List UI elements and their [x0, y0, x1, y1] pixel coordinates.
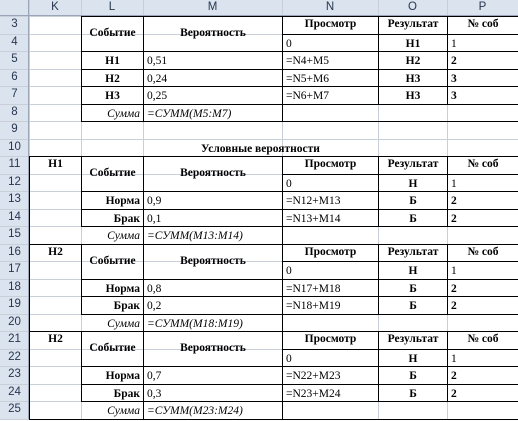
cell-l8[interactable]: Сумма	[107, 107, 140, 120]
cell-m5[interactable]: 0,51	[147, 55, 168, 67]
row-header-24[interactable]: 24	[0, 384, 29, 402]
table-3-bottom	[81, 121, 518, 122]
cell-k11[interactable]: Н1	[48, 158, 63, 170]
cell-n22[interactable]: 0	[286, 352, 292, 365]
cell-m18[interactable]: 0,8	[147, 282, 162, 295]
cell-l3[interactable]: Событие	[89, 27, 136, 40]
column-header-l[interactable]: L	[81, 0, 143, 16]
cell-n4[interactable]: 0	[286, 37, 292, 50]
cell-k21[interactable]: Н2	[48, 333, 63, 345]
row-header-17[interactable]: 17	[0, 261, 29, 279]
cell-o18[interactable]: Б	[409, 282, 417, 295]
cell-l21[interactable]: Событие	[89, 342, 136, 355]
cell-o23[interactable]: Б	[409, 370, 417, 382]
cell-o17[interactable]: Н	[408, 265, 418, 277]
cell-n17[interactable]: 0	[286, 265, 292, 277]
cell-p11[interactable]: № соб	[467, 158, 499, 170]
cell-p4[interactable]: 1	[451, 37, 457, 50]
table-16-sum-vline2	[282, 314, 283, 333]
table-3-sum-vline2	[282, 104, 283, 123]
cell-m19[interactable]: 0,2	[147, 300, 162, 312]
cell-p19[interactable]: 2	[451, 300, 457, 312]
cell-m21[interactable]: Вероятность	[180, 342, 246, 355]
row-header-15[interactable]: 15	[0, 226, 29, 244]
cell-p23[interactable]: 2	[451, 370, 457, 382]
cell-m3[interactable]: Вероятность	[180, 27, 246, 40]
row-header-6[interactable]: 6	[0, 69, 29, 87]
cell-o7[interactable]: Н3	[405, 90, 421, 102]
cell-p16[interactable]: № соб	[467, 245, 499, 258]
cell-n16[interactable]: Просмотр	[304, 245, 357, 258]
cell-o4[interactable]: Н1	[405, 37, 421, 50]
select-all-corner[interactable]	[0, 0, 29, 16]
cell-o13[interactable]: Б	[409, 195, 417, 207]
cell-p17[interactable]: 1	[451, 265, 457, 277]
cell-o12[interactable]: Н	[408, 177, 418, 190]
cell-l7[interactable]: Н3	[105, 90, 120, 102]
row-header-22[interactable]: 22	[0, 349, 29, 367]
table-21-sum-vline2	[282, 401, 283, 420]
cell-l5[interactable]: Н1	[105, 55, 120, 67]
cell-l23[interactable]: Норма	[105, 370, 140, 382]
cell-n19[interactable]: =N18+M19	[286, 300, 341, 312]
cell-n23[interactable]: =N22+M23	[286, 370, 341, 382]
cell-m16[interactable]: Вероятность	[180, 254, 246, 267]
column-header-k[interactable]: K	[29, 0, 81, 16]
cell-n6[interactable]: =N5+M6	[286, 72, 330, 85]
cell-o11[interactable]: Результат	[387, 158, 439, 170]
cell-l14[interactable]: Брак	[113, 212, 140, 225]
row-header-8[interactable]: 8	[0, 104, 29, 122]
cell-p12[interactable]: 1	[451, 177, 457, 190]
cell-n24[interactable]: =N23+M24	[286, 387, 341, 400]
cell-m7[interactable]: 0,25	[147, 90, 168, 102]
column-header-o[interactable]: O	[378, 0, 447, 16]
row-header-23[interactable]: 23	[0, 366, 29, 384]
cell-n21[interactable]: Просмотр	[304, 333, 357, 345]
row-header-16[interactable]: 16	[0, 244, 29, 262]
row-header-9[interactable]: 9	[0, 121, 29, 139]
cell-p13[interactable]: 2	[451, 195, 457, 207]
row-header-19[interactable]: 19	[0, 296, 29, 314]
row-header-3[interactable]: 3	[0, 16, 29, 34]
row-header-20[interactable]: 20	[0, 314, 29, 332]
cell-o19[interactable]: Б	[409, 300, 417, 312]
cell-o16[interactable]: Результат	[387, 245, 439, 258]
row-header-13[interactable]: 13	[0, 191, 29, 209]
cell-m10[interactable]: Условные вероятности	[201, 142, 320, 155]
row-header-5[interactable]: 5	[0, 51, 29, 69]
row-header-4[interactable]: 4	[0, 34, 29, 52]
row-header-7[interactable]: 7	[0, 86, 29, 104]
table-21-bottom	[29, 419, 518, 420]
cell-m24[interactable]: 0,3	[147, 387, 162, 400]
cell-m11[interactable]: Вероятность	[180, 167, 246, 180]
cell-l6[interactable]: Н2	[105, 72, 120, 85]
cell-o24[interactable]: Б	[409, 387, 417, 400]
cell-m23[interactable]: 0,7	[147, 370, 162, 382]
row-header-25[interactable]: 25	[0, 401, 29, 419]
cell-m25[interactable]: =СУММ(M23:M24)	[147, 405, 243, 417]
cell-l16[interactable]: Событие	[89, 254, 136, 267]
cell-n12[interactable]: 0	[286, 177, 292, 190]
cell-p18[interactable]: 2	[451, 282, 457, 295]
column-header-p[interactable]: P	[447, 0, 518, 16]
cell-n5[interactable]: =N4+M5	[286, 55, 330, 67]
cell-p22[interactable]: 1	[451, 352, 457, 365]
cell-l19[interactable]: Брак	[113, 300, 140, 312]
cell-n13[interactable]: =N12+M13	[286, 195, 341, 207]
cell-m14[interactable]: 0,1	[147, 212, 162, 225]
cell-n7[interactable]: =N6+M7	[286, 90, 330, 102]
row-header-11[interactable]: 11	[0, 156, 29, 174]
cell-o21[interactable]: Результат	[387, 333, 439, 345]
cell-o5[interactable]: Н2	[405, 55, 421, 67]
table-11-sum-vline2	[282, 226, 283, 245]
cell-l20[interactable]: Сумма	[107, 317, 140, 330]
cell-p6[interactable]: 3	[451, 72, 457, 85]
cell-l24[interactable]: Брак	[113, 387, 140, 400]
cell-o14[interactable]: Б	[409, 212, 417, 225]
cell-p3[interactable]: № соб	[467, 18, 499, 30]
row-header-12[interactable]: 12	[0, 174, 29, 192]
cell-p14[interactable]: 2	[451, 212, 457, 225]
cell-p5[interactable]: 2	[451, 55, 457, 67]
cell-m15[interactable]: =СУММ(M13:M14)	[147, 230, 243, 242]
cell-l11[interactable]: Событие	[89, 167, 136, 180]
row-header-10[interactable]: 10	[0, 139, 29, 157]
cell-l18[interactable]: Норма	[105, 282, 140, 295]
cell-p24[interactable]: 2	[451, 387, 457, 400]
cell-m8[interactable]: =СУММ(M5:M7)	[147, 107, 232, 120]
cell-n3[interactable]: Просмотр	[304, 18, 357, 30]
row-header-14[interactable]: 14	[0, 209, 29, 227]
cell-o22[interactable]: Н	[408, 352, 418, 365]
row-header-18[interactable]: 18	[0, 279, 29, 297]
cell-l13[interactable]: Норма	[105, 195, 140, 207]
cell-p21[interactable]: № соб	[467, 333, 499, 345]
cell-l25[interactable]: Сумма	[107, 405, 140, 417]
cell-m20[interactable]: =СУММ(M18:M19)	[147, 317, 243, 330]
cell-n14[interactable]: =N13+M14	[286, 212, 341, 225]
cell-o3[interactable]: Результат	[387, 18, 439, 30]
cell-m6[interactable]: 0,24	[147, 72, 168, 85]
row-header-21[interactable]: 21	[0, 331, 29, 349]
cell-n11[interactable]: Просмотр	[304, 158, 357, 170]
cell-l15[interactable]: Сумма	[107, 230, 140, 242]
column-header-n[interactable]: N	[282, 0, 378, 16]
cell-k16[interactable]: Н2	[48, 245, 63, 258]
column-header-m[interactable]: M	[143, 0, 282, 16]
cell-p7[interactable]: 3	[451, 90, 457, 102]
cell-m13[interactable]: 0,9	[147, 195, 162, 207]
cell-o6[interactable]: Н3	[405, 72, 421, 85]
cell-n18[interactable]: =N17+M18	[286, 282, 341, 295]
